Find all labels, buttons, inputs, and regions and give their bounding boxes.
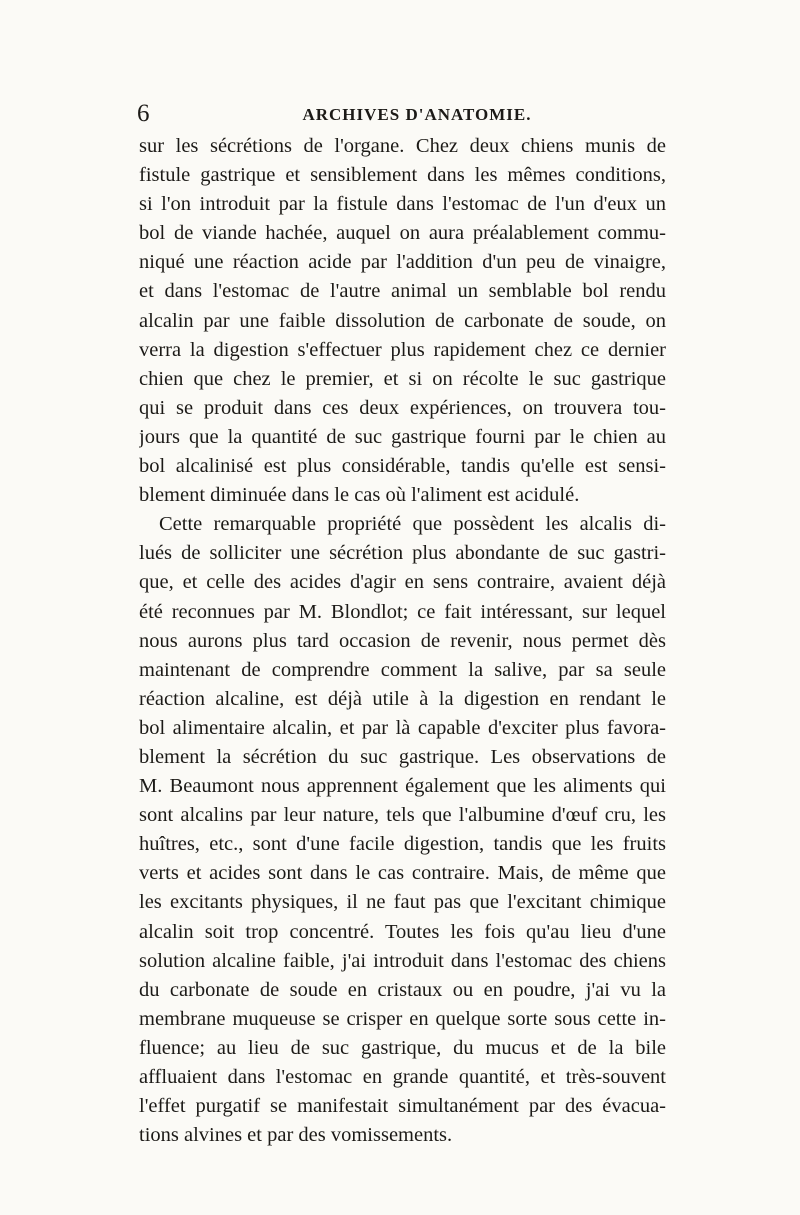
text-line: niqué une réaction acide par l'addition d'un peu de vinaigre, [139, 251, 666, 274]
text-line: réaction alcaline, est déjà utile à la digestion en rendant le [139, 687, 666, 710]
text-line: sur les sécrétions de l'organe. Chez deux chiens munis de [139, 135, 666, 157]
text-line: bol de viande hachée, auquel on aura préalablement commu- [139, 222, 666, 245]
text-line: nous aurons plus tard occasion de revenir, nous permet dès [139, 629, 666, 652]
body-text [139, 132, 666, 1150]
text-line: bol alcalinisé est plus considérable, tandis qu'elle est sensi- [139, 455, 666, 478]
text-line: M. Beaumont nous apprennent également que les aliments qui [139, 775, 666, 798]
text-line: que, et celle des acides d'agir en sens contraire, avaient déjà [139, 571, 666, 594]
text-line: été reconnues par M. Blondlot; ce fait intéressant, sur lequel [139, 600, 666, 623]
running-title: ARCHIVES D'ANATOMIE. [302, 105, 532, 124]
text-line: Cette remarquable propriété que possèdent les alcalis di- [159, 513, 666, 536]
text-line: chien que chez le premier, et si on récolte le suc gastrique [139, 367, 666, 390]
text-line: l'effet purgatif se manifestait simultanément par des évacua- [139, 1095, 666, 1118]
text-line: maintenant de comprendre comment la salive, par sa seule [139, 658, 666, 681]
text-line: verts et acides sont dans le cas contraire. Mais, de même que [139, 862, 666, 885]
text-line: alcalin par une faible dissolution de carbonate de soude, on [139, 309, 666, 332]
text-line: huîtres, etc., sont d'une facile digestion, tandis que les fruits [139, 833, 666, 856]
text-line: et dans l'estomac de l'autre animal un semblable bol rendu [139, 280, 666, 303]
text-line: les excitants physiques, il ne faut pas que l'excitant chimique [139, 891, 666, 914]
text-line: blement diminuée dans le cas où l'aliment est acidulé. [139, 484, 580, 507]
text-line: sont alcalins par leur nature, tels que l'albumine d'œuf cru, les [139, 804, 666, 827]
text-line: solution alcaline faible, j'ai introduit dans l'estomac des chiens [139, 949, 666, 972]
text-line: qui se produit dans ces deux expériences, on trouvera tou- [139, 396, 666, 419]
text-line: bol alimentaire alcalin, et par là capable d'exciter plus favora- [139, 716, 666, 739]
text-line: jours que la quantité de suc gastrique fourni par le chien au [139, 425, 666, 448]
text-line: du carbonate de soude en cristaux ou en poudre, j'ai vu la [139, 978, 666, 1001]
page-number: 6 [137, 100, 150, 127]
text-line: blement la sécrétion du suc gastrique. Les observations de [139, 745, 666, 768]
text-line: si l'on introduit par la fistule dans l'estomac de l'un d'eux un [139, 193, 666, 216]
text-line: tions alvines et par des vomissements. [139, 1124, 453, 1147]
text-line: alcalin soit trop concentré. Toutes les fois qu'au lieu d'une [139, 920, 666, 943]
text-line: fluence; au lieu de suc gastrique, du mucus et de la bile [139, 1036, 666, 1059]
text-line: affluaient dans l'estomac en grande quantité, et très-souvent [139, 1066, 666, 1088]
text-line: verra la digestion s'effectuer plus rapidement chez ce dernier [139, 338, 666, 361]
text-line: lués de solliciter une sécrétion plus abondante de suc gastri- [139, 542, 666, 565]
text-line: fistule gastrique et sensiblement dans les mêmes conditions, [139, 164, 666, 187]
text-line: membrane muqueuse se crisper en quelque sorte sous cette in- [139, 1007, 666, 1030]
page-header [137, 100, 667, 128]
